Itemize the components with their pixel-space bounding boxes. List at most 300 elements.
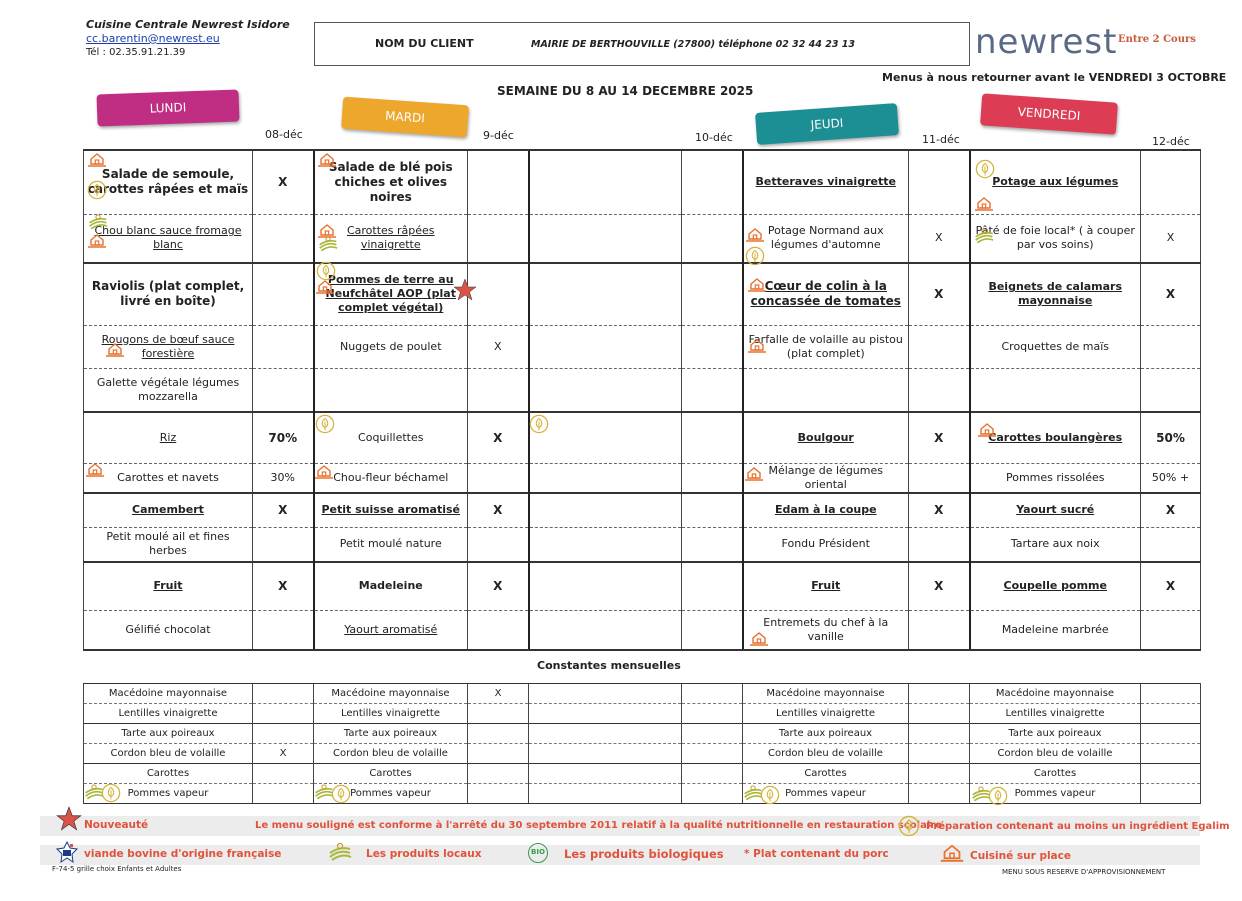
dish-name: Yaourt sucré [1016,503,1095,517]
dish-name: Gélifié chocolat [125,622,211,636]
constant-dish-name: Pommes vapeur [127,788,209,799]
selection-cell[interactable] [253,325,314,368]
constant-dish-cell [314,744,468,764]
constant-dish-cell [314,724,468,744]
dish-name: Salade de blé pois chiches et olives noires [328,159,453,204]
client-box [314,22,970,66]
dish-cell [84,562,253,610]
selection-cell[interactable] [682,527,743,562]
constant-row [84,784,1201,804]
return-deadline-note: Menus à nous retourner avant le VENDREDI 3 OCTOBRE [882,71,1227,84]
constant-selection-cell[interactable] [909,724,970,744]
selection-cell[interactable] [909,610,970,650]
selection-cell[interactable] [253,412,314,463]
constant-dish-name: Lentilles vinaigrette [340,708,440,719]
constant-selection-cell[interactable] [909,764,970,784]
legend-egalim: Préparation contenant au moins un ingrédient Egalim [926,821,1230,832]
house-icon [106,341,124,361]
constant-dish-name: Macédoine mayonnaise [108,688,228,699]
dish-name: Boulgour [797,430,854,444]
selection-cell[interactable] [253,463,314,493]
selection-cell[interactable] [468,150,529,214]
constant-selection-cell[interactable] [682,744,743,764]
dish-cell [970,214,1141,263]
legend-underline-note: Le menu souligné est conforme à l'arrêté du 30 septembre 2011 relatif à la qualité nutritionnelle en restauration scolaire [255,820,942,831]
constant-selection-cell[interactable] [682,704,743,724]
selection-cell[interactable] [909,493,970,527]
constant-dish-cell [84,744,253,764]
dish-cell [84,463,253,493]
menu-table [83,149,1201,651]
selection-cell[interactable] [468,325,529,368]
selection-cell[interactable] [909,150,970,214]
selection-mark: X [493,430,503,445]
constant-dish-name: Tarte aux poireaux [778,728,873,739]
dish-cell [970,527,1141,562]
selection-cell[interactable] [253,214,314,263]
selection-mark: X [934,579,944,594]
selection-cell[interactable] [1141,562,1201,610]
selection-cell[interactable] [253,562,314,610]
selection-mark: X [278,579,288,594]
client-value: MAIRIE DE BERTHOUVILLE (27800) téléphone 02 32 44 23 13 [531,39,855,50]
dish-cell [970,325,1141,368]
constant-selection-cell[interactable] [1141,784,1201,804]
constant-dish-name: Macédoine mayonnaise [995,688,1115,699]
dish-cell [529,325,682,368]
selection-mark: X [1165,579,1176,594]
selection-cell[interactable] [682,610,743,650]
constant-dish-cell [529,724,682,744]
selection-cell[interactable] [909,368,970,412]
selection-cell[interactable] [682,325,743,368]
selection-mark: X [934,231,943,245]
selection-cell[interactable] [1141,325,1201,368]
constant-dish-cell [970,684,1141,704]
constant-dish-name: Pommes vapeur [1014,788,1096,799]
dish-name: Madeleine marbrée [1001,622,1109,636]
egalim-leaf-icon [975,159,995,183]
selection-cell[interactable] [682,562,743,610]
dish-name: Coupelle pomme [1003,579,1107,593]
dish-name: Edam à la coupe [774,503,877,517]
constant-row [84,724,1201,744]
local-fields-icon [974,228,994,248]
constant-dish-cell [743,704,909,724]
dish-name: Farfalle de volaille au pistou (plat complet) [748,332,903,360]
dish-name: Coquillettes [358,430,424,444]
constant-selection-cell[interactable] [468,744,529,764]
constant-row [84,744,1201,764]
dish-cell [84,150,253,214]
dish-cell [743,412,909,463]
constants-table [83,683,1201,804]
dish-cell [743,493,909,527]
client-label: NOM DU CLIENT [375,37,474,50]
constant-dish-cell [314,704,468,724]
constant-dish-cell [84,704,253,724]
egalim-leaf-icon [315,414,335,438]
selection-cell[interactable] [1141,214,1201,263]
selection-mark: X [1166,231,1175,245]
selection-cell[interactable] [909,527,970,562]
egalim-leaf-icon [101,783,121,807]
house-icon [748,276,766,296]
dish-cell [529,463,682,493]
egalim-leaf-icon [898,815,920,841]
constant-dish-name: Cordon bleu de volaille [768,748,883,759]
dish-cell [529,412,682,463]
selection-cell[interactable] [468,463,529,493]
constant-dish-name: Lentilles vinaigrette [775,708,875,719]
selection-cell[interactable] [468,412,529,463]
dish-cell [529,150,682,214]
selection-cell[interactable] [253,263,314,325]
dish-name: Potage Normand aux légumes d'automne [767,224,884,252]
dish-name: Raviolis (plat complet, livré en boîte) [91,279,245,309]
date-mardi: 9-déc [483,129,514,142]
newrest-logo: newrest [975,22,1118,62]
selection-cell[interactable] [1141,412,1201,463]
dish-name: Carottes et navets [117,470,219,484]
selection-mark: X [934,503,944,518]
dish-cell [743,562,909,610]
selection-cell[interactable] [1141,463,1201,493]
constant-selection-cell[interactable] [909,684,970,704]
selection-mark: X [278,503,288,518]
selection-cell[interactable] [909,463,970,493]
legend-local: Les produits locaux [366,848,482,860]
constant-row [84,684,1201,704]
constant-selection-cell[interactable] [468,684,529,704]
day-tag-jeudi: JEUDI [755,103,899,145]
dish-name: Camembert [132,503,204,517]
egalim-leaf-icon [87,180,107,204]
selection-cell[interactable] [253,150,314,214]
house-icon [316,278,334,298]
day-tag-vendredi: VENDREDI [980,93,1118,134]
constant-selection-cell[interactable] [682,724,743,744]
constant-selection-cell[interactable] [1141,684,1201,704]
dish-name: Fondu Président [781,537,870,551]
constant-dish-name: Tarte aux poireaux [1008,728,1102,739]
dish-name: Petit moulé nature [339,537,442,551]
dish-cell [743,368,909,412]
constant-dish-cell [970,744,1141,764]
constant-dish-name: Tarte aux poireaux [121,728,215,739]
constant-dish-cell [314,764,468,784]
constant-selection-cell[interactable] [682,784,743,804]
selection-cell[interactable] [682,412,743,463]
dish-cell [314,325,468,368]
constant-row [84,764,1201,784]
star-icon [453,278,477,306]
menu-row [84,527,1201,562]
selection-mark: X [1165,287,1176,302]
date-lundi: 08-déc [265,128,303,141]
selection-cell[interactable] [1141,368,1201,412]
constant-selection-cell[interactable] [909,784,970,804]
bio-icon: BIO [528,843,548,863]
dish-name: Riz [159,430,177,444]
egalim-leaf-icon [988,786,1008,810]
selection-cell[interactable] [253,368,314,412]
selection-cell[interactable] [1141,150,1201,214]
house-icon [315,463,333,483]
dish-name: Pâté de foie local* ( à couper par vos soins) [975,224,1135,252]
constant-dish-name: Cordon bleu de volaille [333,748,448,759]
dish-cell [84,412,253,463]
constant-selection-cell[interactable] [909,744,970,764]
house-icon [978,421,996,441]
menu-row [84,263,1201,325]
constant-dish-cell [84,764,253,784]
local-fields-icon [88,214,108,234]
menu-row [84,412,1201,463]
constant-dish-cell [529,684,682,704]
selection-cell[interactable] [682,463,743,493]
menu-row [84,562,1201,610]
constant-selection-cell[interactable] [1141,704,1201,724]
kitchen-contact [86,18,290,60]
constant-dish-cell [743,744,909,764]
selection-cell[interactable] [468,368,529,412]
selection-mark: X [493,579,503,594]
dish-name: Salade de semoule, carottes râpées et maïs [87,167,249,197]
dish-cell [314,368,468,412]
date-jeudi: 11-déc [922,133,960,146]
dish-cell [314,150,468,214]
constant-selection-cell[interactable] [253,744,314,764]
constant-dish-cell [970,704,1141,724]
constant-selection-cell[interactable] [468,764,529,784]
selection-mark: X [493,503,503,518]
dish-name: Carottes râpées vinaigrette [346,224,435,252]
constant-dish-cell [743,724,909,744]
selection-mark: 70% [268,430,298,445]
menu-row [84,325,1201,368]
dish-name: Nuggets de poulet [339,339,442,353]
constant-dish-cell [529,764,682,784]
dish-cell [529,214,682,263]
constant-selection-cell[interactable] [909,704,970,724]
org-name: Cuisine Centrale Newrest Isidore [86,18,290,31]
day-tag-lundi: LUNDI [96,90,239,127]
constant-dish-name: Macédoine mayonnaise [766,688,885,699]
selection-cell[interactable] [468,610,529,650]
selection-mark: 50% + [1151,470,1190,484]
dish-name: Beignets de calamars mayonnaise [988,280,1123,308]
dish-cell [84,610,253,650]
selection-mark: X [279,748,287,759]
dish-name: Fruit [153,579,183,593]
legend-onsite: Cuisiné sur place [970,850,1071,862]
house-icon [86,461,104,481]
dish-name: Chou blanc sauce fromage blanc [94,224,242,252]
selection-cell[interactable] [682,493,743,527]
menu-row [84,610,1201,650]
dish-cell [84,368,253,412]
dish-name: Galette végétale légumes mozzarella [96,375,240,403]
selection-cell[interactable] [682,214,743,263]
egalim-leaf-icon [760,785,780,809]
selection-cell[interactable] [682,368,743,412]
dish-name: Madeleine [358,579,423,593]
dish-cell [970,562,1141,610]
grid-reference: F-74-5 grille choix Enfants et Adultes [52,865,182,873]
selection-cell[interactable] [1141,493,1201,527]
dish-cell [84,263,253,325]
constant-dish-name: Carottes [804,768,847,779]
legend-bio: Les produits biologiques [564,847,724,861]
dish-name: Betteraves vinaigrette [755,175,896,189]
french-beef-icon [56,841,78,867]
selection-cell[interactable] [253,527,314,562]
dish-cell [529,527,682,562]
selection-cell[interactable] [682,150,743,214]
selection-cell[interactable] [909,263,970,325]
dish-cell [314,412,468,463]
constant-dish-cell [529,784,682,804]
selection-cell[interactable] [909,214,970,263]
constant-selection-cell[interactable] [682,764,743,784]
dish-cell [84,493,253,527]
dish-name: Yaourt aromatisé [344,622,438,636]
constant-dish-name: Pommes vapeur [350,788,431,799]
selection-cell[interactable] [468,562,529,610]
email-link[interactable]: cc.barentin@newrest.eu [86,32,220,45]
dish-name: Cœur de colin à la concassée de tomates [750,279,901,309]
constant-selection-cell[interactable] [253,704,314,724]
local-fields-icon [318,236,338,256]
dish-name: Croquettes de maïs [1001,339,1110,353]
menu-row [84,463,1201,493]
egalim-leaf-icon [529,414,549,438]
dish-cell [970,150,1141,214]
day-tag-mardi: MARDI [341,97,469,138]
dish-name: Pommes rissolées [1006,470,1105,484]
constant-dish-cell [84,724,253,744]
selection-mark: 50% [1156,430,1185,445]
constant-dish-cell [743,684,909,704]
constant-dish-cell [743,764,909,784]
legend-pork: * Plat contenant du porc [744,848,889,860]
selection-cell[interactable] [909,325,970,368]
supply-reserve-note: MENU SOUS RESERVE D'APPROVISIONNEMENT [1002,868,1166,876]
dish-cell [529,368,682,412]
dish-name: Carottes boulangères [988,430,1123,444]
constant-row [84,704,1201,724]
constant-selection-cell[interactable] [468,784,529,804]
constant-selection-cell[interactable] [468,704,529,724]
constant-selection-cell[interactable] [253,724,314,744]
constant-selection-cell[interactable] [682,684,743,704]
dish-cell [970,610,1141,650]
dish-cell [314,562,468,610]
constant-selection-cell[interactable] [253,784,314,804]
constant-dish-name: Lentilles vinaigrette [1005,708,1105,719]
dish-cell [84,214,253,263]
constant-dish-name: Lentilles vinaigrette [118,708,218,719]
selection-cell[interactable] [253,493,314,527]
constant-dish-name: Carottes [146,768,190,779]
dish-cell [529,562,682,610]
entre-2-cours-logo: Entre 2 Cours [1118,34,1196,45]
constant-dish-name: Carottes [369,768,412,779]
dish-cell [529,610,682,650]
menu-row [84,368,1201,412]
house-icon [746,226,764,246]
dish-name: Chou-fleur béchamel [333,470,449,484]
constant-dish-name: Pommes vapeur [785,788,866,799]
constant-selection-cell[interactable] [1141,764,1201,784]
constants-title: Constantes mensuelles [537,659,681,672]
star-icon [56,806,80,830]
week-title: SEMAINE DU 8 AU 14 DECEMBRE 2025 [497,84,754,98]
dish-cell [84,527,253,562]
house-icon [745,465,763,485]
selection-cell[interactable] [909,562,970,610]
date-vendredi: 12-déc [1152,135,1190,148]
selection-mark: X [278,175,288,190]
house-icon [975,195,993,215]
selection-cell[interactable] [1141,527,1201,562]
dish-cell [314,527,468,562]
house-icon [748,337,766,357]
dish-cell [970,493,1141,527]
selection-cell[interactable] [468,527,529,562]
dish-cell [743,150,909,214]
dish-cell [970,463,1141,493]
selection-cell[interactable] [682,263,743,325]
constant-selection-cell[interactable] [468,724,529,744]
dish-cell [314,493,468,527]
selection-mark: X [934,287,944,302]
selection-cell[interactable] [1141,610,1201,650]
legend-beef: viande bovine d'origine française [84,848,282,860]
selection-mark: X [493,339,502,353]
constant-dish-name: Tarte aux poireaux [343,728,438,739]
dish-cell [529,263,682,325]
house-icon [88,151,106,171]
dish-name: Potage aux légumes [992,175,1119,189]
constant-selection-cell[interactable] [1141,744,1201,764]
constant-dish-cell [314,684,468,704]
date-mercredi: 10-déc [695,131,733,144]
dish-cell [314,610,468,650]
dish-cell [743,325,909,368]
dish-name: Petit moulé ail et fines herbes [106,530,230,558]
constant-dish-name: Cordon bleu de volaille [110,748,226,759]
selection-cell[interactable] [468,214,529,263]
dish-name: Tartare aux noix [1010,537,1100,551]
dish-name: Pommes de terre au Neufchâtel AOP (plat complet végétal) [325,273,456,315]
constant-dish-cell [970,764,1141,784]
dish-name: Fruit [811,579,841,593]
selection-cell[interactable] [253,610,314,650]
constant-selection-cell[interactable] [253,684,314,704]
selection-mark: X [1165,503,1176,518]
constant-dish-name: Carottes [1033,768,1077,779]
selection-cell[interactable] [1141,263,1201,325]
dish-cell [743,463,909,493]
dish-cell [970,263,1141,325]
constant-selection-cell[interactable] [253,764,314,784]
constant-selection-cell[interactable] [1141,724,1201,744]
dish-cell [314,463,468,493]
selection-cell[interactable] [468,493,529,527]
selection-cell[interactable] [909,412,970,463]
